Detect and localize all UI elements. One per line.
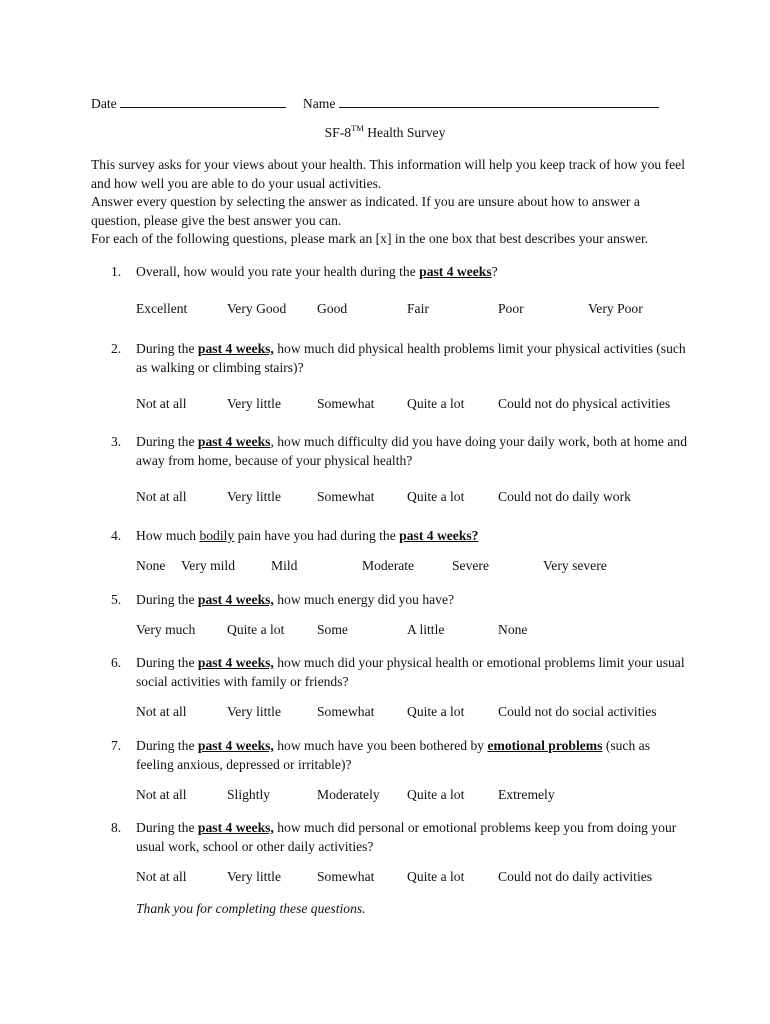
header-fields <box>91 93 659 112</box>
answer-option[interactable]: Somewhat <box>317 869 375 884</box>
answer-option[interactable]: Could not do daily work <box>498 489 631 504</box>
answer-option[interactable]: Very much <box>136 622 196 637</box>
answer-option[interactable]: Not at all <box>136 704 187 719</box>
answer-option[interactable]: Good <box>317 301 348 316</box>
question-text: How much bodily pain have you had during the past 4 weeks? <box>136 528 479 543</box>
page-title: SF-8™ Health Survey <box>324 123 446 140</box>
answer-option[interactable]: Could not do physical activities <box>498 396 671 411</box>
answer-option[interactable]: Somewhat <box>317 396 375 411</box>
name-field[interactable] <box>339 93 659 108</box>
question-text: During the past 4 weeks, how much did personal or emotional problems keep you from doing your usual work, school or other daily activities? <box>136 820 677 854</box>
answer-option[interactable]: Very mild <box>181 558 235 573</box>
answer-option[interactable]: Moderate <box>362 558 415 573</box>
intro <box>91 156 691 249</box>
answer-option[interactable]: None <box>498 622 528 637</box>
answer-option[interactable]: Extremely <box>498 787 555 802</box>
answer-option[interactable]: Severe <box>452 558 489 573</box>
answer-option[interactable]: Very Good <box>227 301 287 316</box>
thank-you-note: Thank you for completing these questions. <box>136 901 366 916</box>
answer-option[interactable]: Poor <box>498 301 524 316</box>
answer-option[interactable]: Very little <box>227 489 281 504</box>
date-label: Date <box>91 96 117 111</box>
answer-option[interactable]: Very little <box>227 704 281 719</box>
answer-option[interactable]: Quite a lot <box>407 489 465 504</box>
answer-option[interactable]: Mild <box>271 558 298 573</box>
intro-paragraph: For each of the following questions, please mark an [x] in the one box that best describes your answer. <box>91 231 649 246</box>
answer-option[interactable]: Very Poor <box>588 301 643 316</box>
answer-option[interactable]: Excellent <box>136 301 188 316</box>
answer-option[interactable]: Not at all <box>136 489 187 504</box>
answer-option[interactable]: Could not do daily activities <box>498 869 653 884</box>
answer-option[interactable]: Quite a lot <box>227 622 285 637</box>
question-text: During the past 4 weeks, how much difficulty did you have doing your daily work, both at home and away from home, because of your physical health? <box>136 434 687 468</box>
answer-option[interactable]: Quite a lot <box>407 704 465 719</box>
answer-option[interactable]: Very little <box>227 869 281 884</box>
question-text: During the past 4 weeks, how much have you been bothered by emotional problems (such as feeling anxious, depressed or irritable)? <box>136 738 650 772</box>
answer-option[interactable]: Could not do social activities <box>498 704 657 719</box>
question-text: During the past 4 weeks, how much energy did you have? <box>136 592 455 607</box>
answer-option[interactable]: Not at all <box>136 787 187 802</box>
name-label: Name <box>302 96 336 111</box>
answer-option[interactable]: Very severe <box>543 558 607 573</box>
survey-page: Date Name SF-8™ Health Survey This survey asks for your views about your health. This information will help you keep track of how you feel and how well you are able to do your usual activities. Answer every question by selecting the answer as indicated. If you are unsure about how to answer a question, please give the best answer you can. For each of the following questions, please mark an [x] in the one box that best describes your answer. 1. Overall, how would you rate your health during the past 4 weeks? Excellent Very Good Good Fair Poor Very Poor 2. During the past 4 weeks, how much did physical health problems limit your physical activities (such as walking or climbing stairs)? Not at all Very little Somewhat Quite a lot Could not do physical activities 3. During the past 4 weeks, how much difficulty did you have doing your daily work, both at home and away from home, because of your physical health? Not at all Very little Somewhat Quite a lot Could not do daily work 4. How much bodily pain have you had during the past 4 weeks? None Very mild Mild Moderate Severe Very severe 5. During the past 4 weeks, how much energy did you have? Very much Quite a lot Some A little None 6. During the past 4 weeks, how much did your physical health or emotional problems limit your usual social activities with family or friends? Not at all Very little Somewhat Quite a lot Could not do social activities 7. During the past 4 weeks, how much have you been bothered by emotional problems (such as feeling anxious, depressed or irritable)? Not at all Slightly Moderately Quite a lot Extremely 8. During the past 4 weeks, how much did personal or emotional problems keep you from doing your usual work, school or other daily activities? Not at all Very little Somewhat Quite a lot Could not do daily activities Thank you for completing these questions. <box>0 0 770 1024</box>
intro-paragraph: Answer every question by selecting the answer as indicated. If you are unsure about how to answer a question, please give the best answer you can. <box>91 194 640 228</box>
answer-option[interactable]: Quite a lot <box>407 787 465 802</box>
question-text: During the past 4 weeks, how much did physical health problems limit your physical activities (such as walking or climbing stairs)? <box>136 341 686 375</box>
question-text: Overall, how would you rate your health during the past 4 weeks? <box>136 264 498 279</box>
answer-option[interactable]: Not at all <box>136 396 187 411</box>
answer-option[interactable]: Moderately <box>317 787 380 802</box>
intro-paragraph: This survey asks for your views about your health. This information will help you keep track of how you feel and how well you are able to do your usual activities. <box>91 157 685 191</box>
date-field[interactable] <box>120 93 286 108</box>
question-text: During the past 4 weeks, how much did your physical health or emotional problems limit your usual social activities with family or friends? <box>136 655 685 689</box>
answer-option[interactable]: Slightly <box>227 787 271 802</box>
answer-option[interactable]: Not at all <box>136 869 187 884</box>
answer-option[interactable]: Quite a lot <box>407 396 465 411</box>
answer-option[interactable]: Very little <box>227 396 281 411</box>
answer-option[interactable]: Somewhat <box>317 704 375 719</box>
answer-option[interactable]: Quite a lot <box>407 869 465 884</box>
answer-option[interactable]: A little <box>407 622 445 637</box>
answer-option[interactable]: None <box>136 558 166 573</box>
answer-option[interactable]: Some <box>317 622 348 637</box>
answer-option[interactable]: Fair <box>407 301 429 316</box>
answer-option[interactable]: Somewhat <box>317 489 375 504</box>
